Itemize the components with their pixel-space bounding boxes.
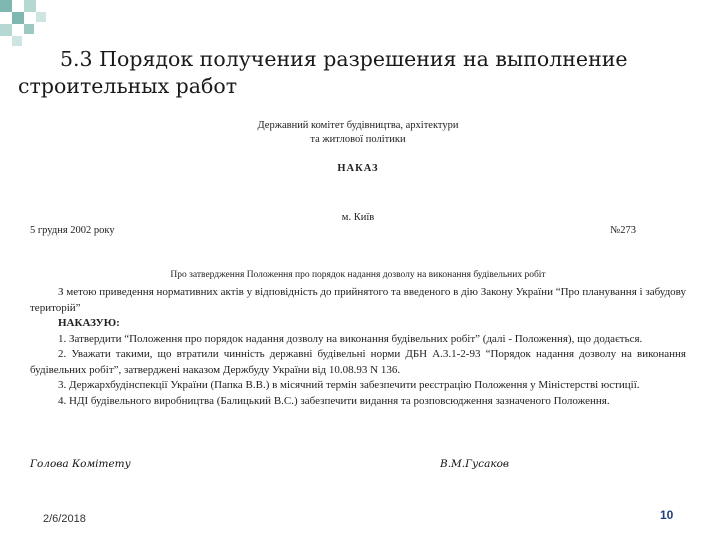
order-city: м. Київ <box>341 212 375 223</box>
page-number: 10 <box>660 508 674 522</box>
signature-name: В.М.Гусаков <box>440 458 510 470</box>
footer-date: 2/6/2018 <box>43 513 86 525</box>
order-heading: НАКАЗ <box>337 163 379 174</box>
paragraph-item-4: 4. НДІ будівельного виробництва (Балицький В.С.) забезпечити видання та розповсюдження зазначеного Положення. <box>58 394 610 407</box>
checkerboard-logo-icon <box>0 0 60 50</box>
issuing-organization <box>30 119 686 147</box>
org-line-2: та житлової політики <box>310 134 406 145</box>
order-subject: Про затвердження Положення про порядок надання дозволу на виконання будівельних робіт <box>170 270 546 280</box>
title-line-1: 5.3 Порядок получения разрешения на выполнение <box>60 47 628 71</box>
order-body <box>30 285 686 409</box>
signature-title: Голова Комітету <box>30 458 131 470</box>
order-date: 5 грудня 2002 року <box>30 225 115 236</box>
org-line-1: Державний комітет будівництва, архітектури <box>257 120 459 131</box>
paragraph-order-word: НАКАЗУЮ: <box>58 317 120 329</box>
paragraph-preamble: З метою приведення нормативних актів у відповідність до прийнятого та введеного в дію Закону України “Про планування і забудову територій” <box>30 286 686 314</box>
paragraph-item-3: 3. Держархбудінспекції України (Папка В.В.) в місячний термін забезпечити реєстрацію Положення у Міністерстві юстиції. <box>58 379 640 391</box>
order-number: №273 <box>610 225 636 236</box>
paragraph-item-2: 2. Уважати такими, що втратили чинність державні будівельні норми ДБН А.3.1-2-93 “Порядок надання дозволу на виконання будівельних робіт”, затверджені наказом Держбуду України від 10.08.93 N 136. <box>30 348 686 376</box>
paragraph-item-1: 1. Затвердити “Положення про порядок надання дозволу на виконання будівельних робіт” (далі - Положення), що додається. <box>58 332 643 345</box>
title-line-2: строительных работ <box>18 74 238 98</box>
slide-title <box>18 46 708 100</box>
